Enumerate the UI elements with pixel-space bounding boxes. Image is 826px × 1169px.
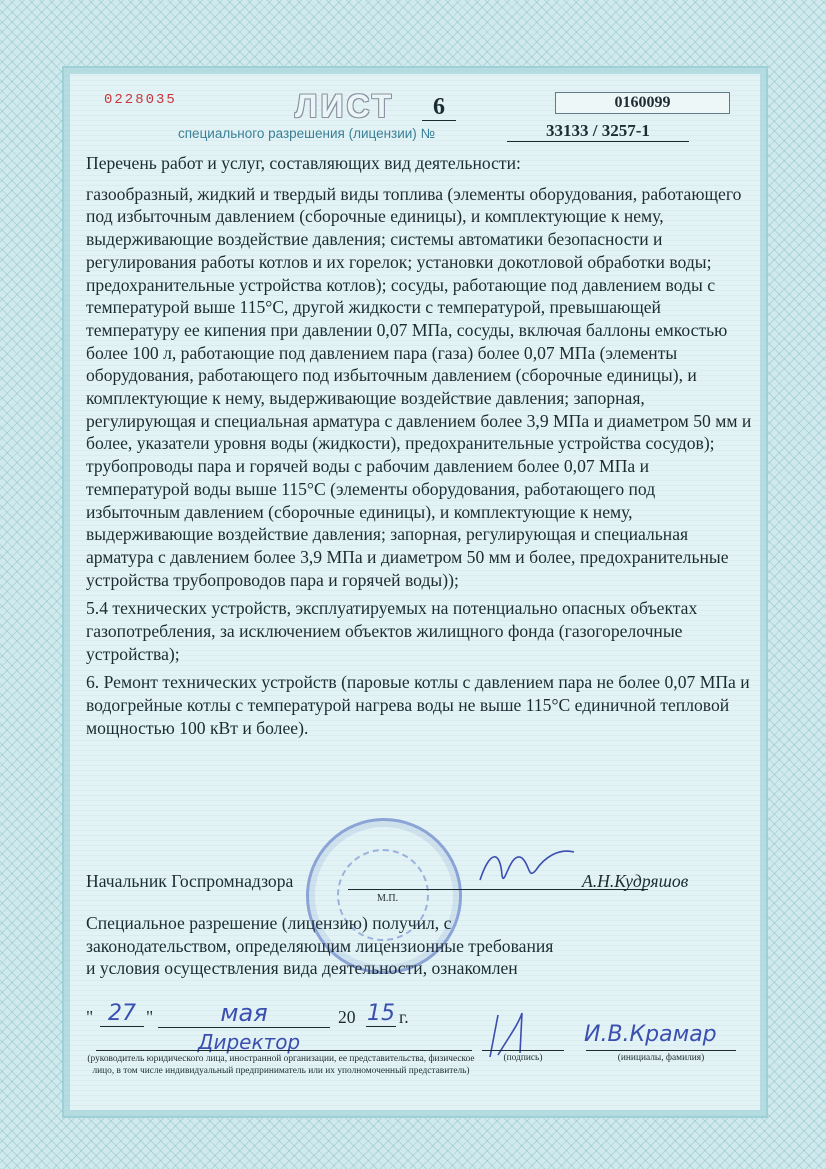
name-line [586,1050,736,1051]
sheet-title: ЛИСТ [295,88,395,124]
chief-signature-row [86,871,752,895]
works-intro: Перечень работ и услуг, составляющих вид деятельности: [86,153,521,173]
license-number: 33133 / 3257-1 [507,121,689,142]
works-list [86,152,752,746]
receipt-day: 27 [100,1001,144,1027]
receipt-month: мая [158,999,330,1028]
sign-caption: (подпись) [503,1053,543,1063]
year-suffix: г. [399,1007,409,1027]
works-paragraph-3: 6. Ремонт технических устройств (паровые котлы с давлением пара не более 0,07 МПа и водогрейные котлы с температурой нагрева воды не выше 115°С единичной тепловой мощностью 100 кВт и более). [86,672,750,738]
recipient-role: Директор [197,1030,301,1054]
quote-close: " [146,1007,154,1027]
chief-position: Начальник Госпромнадзора [86,871,294,891]
receipt-year: 15 [367,1001,395,1026]
works-paragraph-1: газообразный, жидкий и твердый виды топлива (элементы оборудования, работающего под избыточным давлением (сборочные единицы), и комплектующие к нему, выдерживающие воздействие давления; системы автоматики безопасности и регулирования работы котлов и их горелок; установки докотловой обработки воды; предохранительные устройства котлов); сосуды, работающие под давлением воды с температурой выше 115°С, другой жидкости с температурой, превышающей температуру ее кипения при давлении 0,07 МПа, сосуды, включая баллоны емкостью более 100 л, работающие под давлением пара (газа) более 0,07 МПа (элементы оборудования, работающего под избыточным давлением (сборочные единицы), и комплектующие к нему, выдерживающие воздействие давления; запорная, регулирующая и специальная арматура с давлением более 3,9 МПа и диаметром 50 мм и более, указатели уровня воды (жидкости), предохранительные устройства сосудов); трубопроводы пара и горячей воды с рабочим давлением более 0,07 МПа и температурой воды выше 115°С (элементы оборудования, работающего под избыточным давлением (сборочные единицы), и комплектующие к нему, выдерживающие воздействие давления; запорная, регулирующая и специальная арматура с давлением более 3,9 МПа и диаметром 50 мм и более, предохранительные устройства трубопроводов пара и горячей воды)); [86,183,752,590]
license-caption: специального разрешения (лицензии) № [178,126,436,141]
sign-line [482,1050,564,1051]
quote-open: " [86,1007,94,1027]
name-caption: (инициалы, фамилия) [617,1053,705,1063]
form-number-box: 0160099 [555,92,730,114]
chief-name: А.Н.Кудряшов [582,871,689,891]
recipient-signature-row [86,1022,752,1110]
acknowledgement-text: Специальное разрешение (лицензию) получил, с законодательством, определяющим лицензионные требования и условия осуществления вида деятельности, ознакомлен [86,913,554,978]
serial-number: 0228035 [104,92,177,108]
sheet-number: 6 [422,94,456,121]
role-line [96,1050,472,1051]
works-paragraph-2: 5.4 технических устройств, эксплуатируемых на потенциально опасных объектах газопотребления, за исключением объектов жилищного фонда (газогорелочные устройства); [86,598,698,664]
recipient-initials: И.В.Крамар [584,1022,717,1047]
role-caption: (руководитель юридического лица, иностранной организации, ее представительства, физическое лицо, в том числе индивидуальный предприниматель или их уполномоченный представитель) [87,1054,475,1076]
seal-place-label: М.П. [377,893,399,904]
receipt-century: 20 [338,1007,356,1027]
